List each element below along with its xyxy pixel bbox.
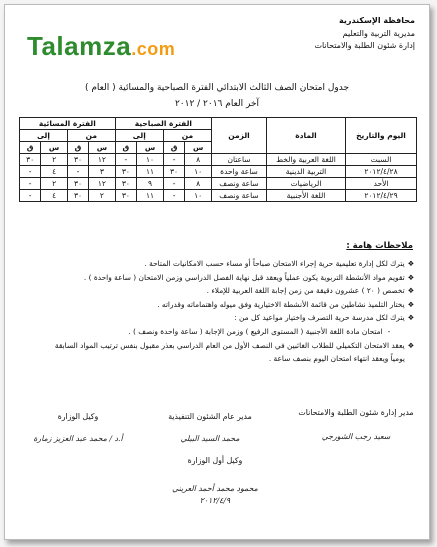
cell-value: ٩ (137, 178, 164, 190)
header-evening-from: من (67, 130, 115, 142)
cell-value: ١٠ (185, 190, 212, 202)
signatory-name: سعيد رجب الشورجي (321, 432, 391, 441)
note-text: يترك لكل مدرسة حرية التصرف واختيار مواعيد كل من : (234, 313, 405, 323)
document-page (4, 4, 430, 540)
cell-value: ٣٠ (115, 190, 136, 202)
cell-value: ١٢ (89, 178, 116, 190)
cell-value: ٣٠ (67, 178, 88, 190)
cell-time: ساعة ونصف (212, 190, 267, 202)
cell-day: ٢٠١٢/٤/٢٨ (346, 166, 417, 178)
header-hour: س (137, 142, 164, 154)
table-row (20, 166, 417, 178)
signatory-title: وكيل أول الوزارة (187, 456, 243, 465)
cell-value: ٨ (185, 154, 212, 166)
notes-list (19, 257, 415, 366)
list-item (19, 284, 415, 298)
cell-day: ٢٠١٢/٤/٢٩ (346, 190, 417, 202)
header-morning-period: الفترة الصباحية (115, 118, 211, 130)
list-item (19, 339, 415, 353)
cell-value: ٨ (185, 178, 212, 190)
cell-subject: الرياضيات (267, 178, 346, 190)
header-subject: المادة (267, 118, 346, 154)
cell-value: ٢ (41, 154, 68, 166)
list-item (19, 352, 415, 366)
header-morning-from: من (163, 130, 211, 142)
note-text: امتحان مادة اللغة الأجنبية ( المستوى الرفيع ) وزمن الإجابة ( ساعة واحدة ونصف ) . (128, 326, 383, 336)
note-text: تخصص ( ٢٠ ) عشرون دقيقة من زمن إجابة اللغة العربية للإملاء . (206, 286, 405, 296)
note-text: يومياً ويعقد انتهاء امتحان اليوم بنصف ساعة . (268, 354, 405, 364)
note-text: يختار التلميذ نشاطين من قائمة الأنشطة الاختيارية وفق ميوله واهتماماته وقدراته . (157, 299, 405, 309)
cell-subject: اللغة العربية والخط (267, 154, 346, 166)
governorate-line: محافظة الإسكندرية (339, 16, 415, 25)
cell-value: ٢ (41, 178, 68, 190)
bullet-icon: ❖ (407, 313, 415, 323)
list-item (19, 257, 415, 271)
list-item (19, 311, 415, 325)
cell-value: ٣٠ (67, 190, 88, 202)
header-hour: س (89, 142, 116, 154)
signature-space (13, 423, 143, 433)
dash-icon: - (387, 326, 391, 336)
signature-block-middle (145, 411, 275, 445)
bullet-icon: ❖ (407, 286, 415, 296)
header-minute: ق (67, 142, 88, 154)
signature-date: ٢٠١٢/٤/٩ (199, 496, 231, 505)
cell-value: ٣٠ (67, 154, 88, 166)
signature-space (145, 423, 275, 433)
header-hour: س (41, 142, 68, 154)
table-row (20, 190, 417, 202)
list-item (19, 271, 415, 285)
table-row (20, 178, 417, 190)
bullet-icon: ❖ (407, 259, 415, 268)
cell-value: ١١ (137, 166, 164, 178)
header-evening-period: الفترة المسائية (20, 118, 116, 130)
cell-value: - (20, 178, 41, 190)
signatory-title: مدير إدارة شئون الطلبة والامتحانات (298, 408, 414, 417)
header-morning-to: إلى (115, 130, 163, 142)
logo-text: Talamza (27, 31, 132, 61)
cell-value: ٤ (41, 166, 68, 178)
cell-value: - (163, 154, 184, 166)
signatory-title: وكيل الوزارة (57, 412, 99, 421)
list-item (19, 325, 415, 339)
exam-schedule-table (19, 117, 417, 202)
cell-value: ٤ (41, 190, 68, 202)
cell-value: ٣٠ (115, 166, 136, 178)
cell-value: - (20, 166, 41, 178)
document-title: جدول امتحان الصف الثالث الابتدائي الفترة الصباحية والمسائية ( العام ) (84, 83, 350, 93)
signature-block-right (291, 407, 421, 443)
notes-heading: ملاحظات هامة : (346, 241, 413, 251)
issuer-header (314, 15, 415, 53)
talamza-logo (27, 31, 175, 62)
header-minute: ق (163, 142, 184, 154)
header-day-date: اليوم والتاريخ (346, 118, 417, 154)
signature-space (291, 419, 421, 431)
cell-value: ٣٠ (115, 178, 136, 190)
header-minute: ق (115, 142, 136, 154)
document-subtitle: آخر العام ٢٠١٦ / ٢٠١٢ (174, 99, 260, 109)
signatory-title: مدير عام الشئون التنفيذية (168, 412, 252, 421)
cell-value: ١٢ (89, 154, 116, 166)
cell-value: - (20, 190, 41, 202)
cell-value: - (67, 166, 88, 178)
cell-value: - (115, 154, 136, 166)
cell-time: ساعة ونصف (212, 178, 267, 190)
signatory-name: أ.د / محمد عبد العزيز زمارة (33, 434, 123, 443)
bullet-icon: ❖ (407, 272, 415, 282)
table-header-row (20, 118, 417, 130)
header-minute: ق (20, 142, 41, 154)
signature-block-left (13, 411, 143, 445)
directorate-line: مديرية التربية والتعليم (342, 28, 415, 38)
cell-time: ساعة واحدة (212, 166, 267, 178)
list-item (19, 298, 415, 312)
header-evening-to: إلى (20, 130, 68, 142)
signature-space (145, 467, 285, 483)
note-text: يترك لكل إدارة تعليمية حرية إجراء الامتحان صباحاً أو مساء حسب الامكانيات المتاحة . (144, 259, 405, 268)
cell-value: ٢ (89, 190, 116, 202)
cell-value: - (163, 178, 184, 190)
header-hour: س (185, 142, 212, 154)
note-text: يعقد الامتحان التكميلي للطلاب الغائبين في النصف الأول من العام الدراسي بعذر مقبول بنفس ترتيب المواد السابقة (54, 340, 405, 350)
cell-value: ٣٠ (20, 154, 41, 166)
cell-day: السبت (346, 154, 417, 166)
cell-value: ٣ (89, 166, 116, 178)
bullet-icon: ❖ (407, 340, 415, 350)
bullet-icon: ❖ (407, 299, 415, 309)
note-text: تقويم مواد الأنشطة التربوية يكون عملياً ويعقد قبل نهاية الفصل الدراسي وزمن الامتحان ( ساعة واحدة ) . (83, 272, 405, 282)
signatory-name: محمود محمد أحمد العريني (172, 484, 258, 493)
table-row (20, 154, 417, 166)
header-time: الزمن (212, 118, 267, 154)
cell-time: ساعتان (212, 154, 267, 166)
cell-subject: التربية الدينية (267, 166, 346, 178)
logo-suffix: .com (131, 39, 176, 59)
cell-value: ١٠ (185, 166, 212, 178)
signature-block-bottom (145, 455, 285, 507)
cell-value: ٣٠ (163, 166, 184, 178)
cell-value: ١١ (137, 190, 164, 202)
cell-subject: اللغة الأجنبية (267, 190, 346, 202)
cell-value: - (163, 190, 184, 202)
department-line: إدارة شئون الطلبة والامتحانات (314, 41, 415, 50)
cell-day: الأحد (346, 178, 417, 190)
cell-value: ١٠ (137, 154, 164, 166)
signatory-name: محمد السيد البيلي (180, 434, 240, 443)
